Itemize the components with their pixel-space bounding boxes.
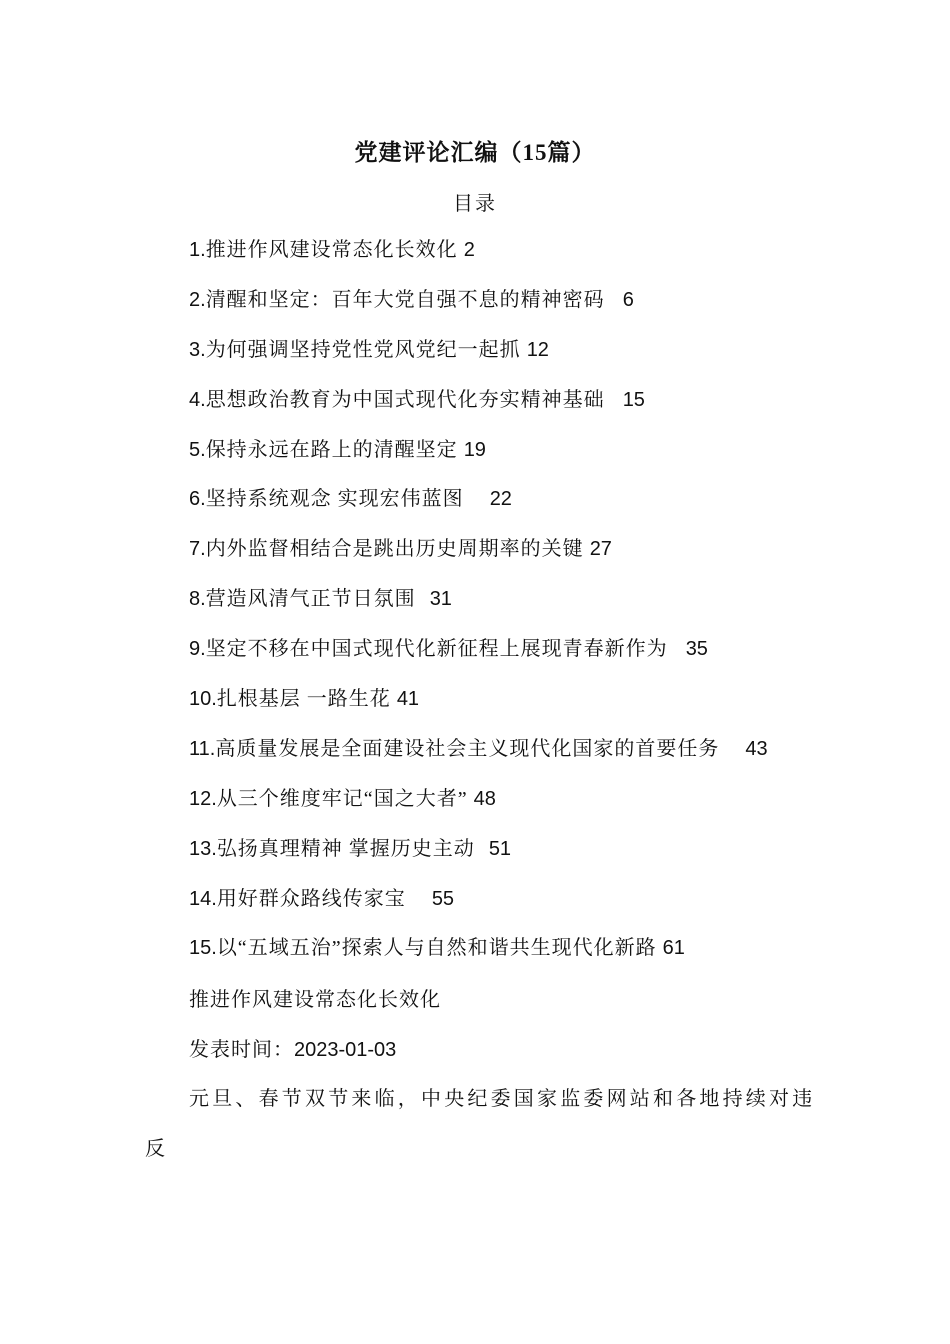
- paragraph-line: 反: [145, 1138, 166, 1160]
- toc-entry-title: 坚定不移在中国式现代化新征程上展现青春新作为: [205, 638, 668, 661]
- toc-entry-title: 内外监督相结合是跳出历史周期率的关键: [205, 538, 584, 561]
- toc-entry-page: 41: [396, 688, 420, 711]
- toc-entry-number: 11.: [189, 737, 216, 760]
- toc-entry-number: 13.: [189, 837, 217, 860]
- toc-entry-page: 48: [473, 787, 496, 810]
- table-of-contents: [189, 233, 768, 981]
- toc-entry-title: 弘扬真理精神 掌握历史主动: [216, 837, 475, 860]
- toc-entry-title: 清醒和坚定：百年大党自强不息的精神密码: [205, 288, 605, 311]
- toc-entry[interactable]: [189, 233, 768, 283]
- toc-entry-number: 9.: [189, 638, 206, 661]
- toc-entry-title: 推进作风建设常态化长效化: [205, 239, 458, 261]
- toc-entry[interactable]: [189, 732, 768, 782]
- toc-entry[interactable]: [189, 333, 768, 383]
- toc-entry[interactable]: [189, 682, 768, 732]
- toc-entry-title: 以“五域五治”探索人与自然和谐共生现代化新路: [216, 937, 657, 960]
- toc-entry-title: 用好群众路线传家宝: [216, 887, 406, 910]
- toc-entry-number: 3.: [189, 338, 206, 361]
- toc-entry[interactable]: [189, 383, 768, 433]
- toc-entry-page: 22: [489, 488, 512, 511]
- toc-entry-title: 营造风清气正节日氛围: [205, 588, 416, 611]
- toc-entry-title: 为何强调坚持党性党风党纪一起抓: [205, 338, 521, 361]
- toc-entry[interactable]: [189, 283, 768, 333]
- toc-entry-page: 31: [429, 588, 452, 611]
- toc-entry-page: 55: [431, 887, 455, 910]
- toc-entry-number: 2.: [189, 288, 206, 311]
- toc-entry[interactable]: [189, 433, 768, 483]
- article-title: 推进作风建设常态化长效化: [189, 989, 441, 1011]
- toc-entry[interactable]: [189, 582, 768, 632]
- toc-entry-title: 从三个维度牢记“国之大者”: [216, 787, 468, 810]
- toc-entry-page: 15: [622, 388, 645, 411]
- document-title: 党建评论汇编（15篇）: [354, 140, 596, 165]
- toc-entry-page: 6: [622, 288, 634, 311]
- toc-entry[interactable]: [189, 482, 768, 532]
- toc-entry-number: 8.: [189, 588, 206, 611]
- toc-entry-title: 思想政治教育为中国式现代化夯实精神基础: [205, 388, 605, 411]
- publish-date-label: 发表时间：: [189, 1039, 294, 1061]
- publish-date: [189, 1033, 396, 1062]
- toc-entry-number: 4.: [189, 388, 206, 411]
- toc-entry-page: 61: [662, 937, 685, 960]
- toc-entry-title: 坚持系统观念 实现宏伟蓝图: [205, 488, 464, 511]
- toc-entry-number: 10.: [189, 688, 217, 711]
- toc-entry-title: 高质量发展是全面建设社会主义现代化国家的首要任务: [215, 737, 720, 760]
- toc-entry[interactable]: [189, 632, 768, 682]
- toc-entry-page: 19: [463, 438, 486, 461]
- toc-entry[interactable]: [189, 782, 768, 832]
- toc-entry-number: 5.: [189, 438, 206, 461]
- toc-entry-number: 1.: [189, 239, 206, 261]
- toc-entry[interactable]: [189, 832, 768, 882]
- toc-entry-number: 7.: [189, 538, 206, 561]
- toc-entry[interactable]: [189, 882, 768, 932]
- toc-heading: 目录: [453, 193, 497, 215]
- toc-entry-page: 43: [745, 737, 768, 760]
- toc-entry-page: 12: [526, 338, 549, 361]
- toc-entry-page: 51: [488, 837, 512, 860]
- toc-entry-page: 27: [589, 538, 612, 561]
- publish-date-value: 2023-01-03: [294, 1039, 397, 1061]
- toc-entry-page: 35: [685, 638, 708, 661]
- toc-entry-title: 保持永远在路上的清醒坚定: [205, 438, 458, 461]
- toc-entry-number: 6.: [189, 488, 206, 511]
- toc-entry[interactable]: [189, 532, 768, 582]
- toc-entry-page: 2: [463, 239, 475, 261]
- paragraph-line: 元旦、春节双节来临，中央纪委国家监委网站和各地持续对违: [189, 1088, 816, 1110]
- toc-entry-number: 15.: [189, 937, 217, 960]
- toc-entry-title: 扎根基层 一路生花: [216, 688, 391, 711]
- toc-entry-number: 12.: [189, 787, 217, 810]
- toc-entry[interactable]: [189, 931, 768, 981]
- toc-entry-number: 14.: [189, 887, 217, 910]
